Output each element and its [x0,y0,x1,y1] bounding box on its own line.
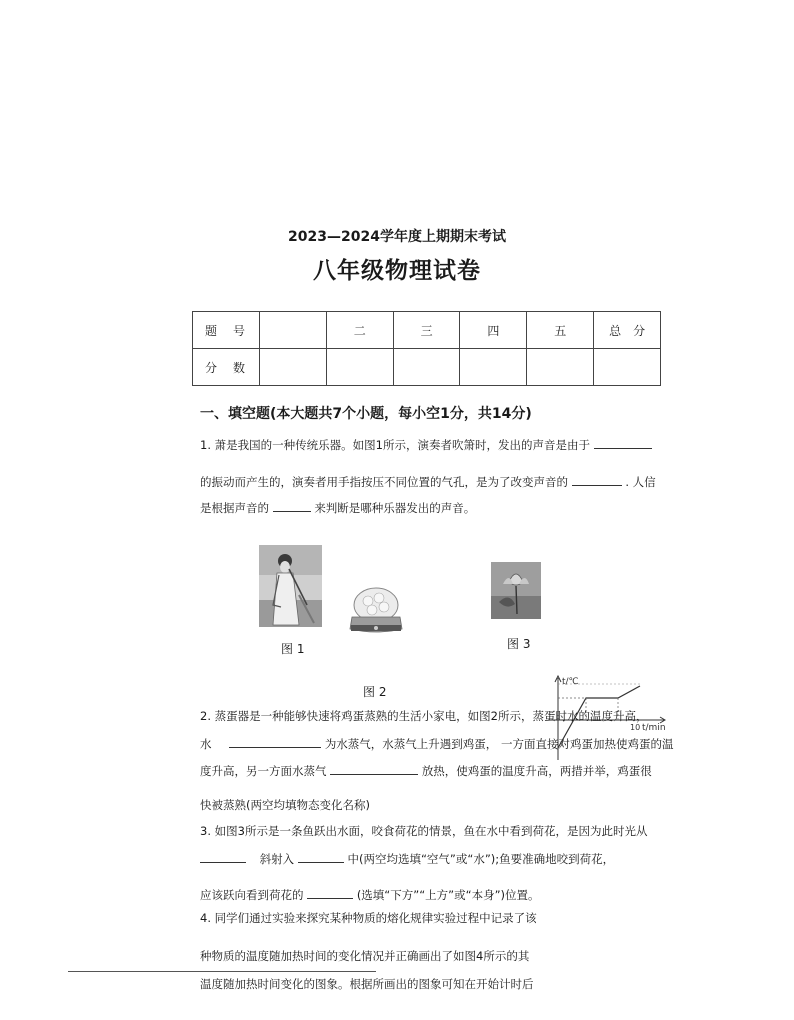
figure-3-caption: 图 3 [507,637,531,651]
score-table [192,311,661,386]
question-text: 4. 同学们通过实验来探究某种物质的熔化规律实验过程中记录了该 [200,911,537,925]
question-text: 中(两空均选填“空气”或“水”);鱼要准确地咬到荷花， [347,852,615,866]
table-cell [260,312,327,349]
question-line [200,499,475,516]
table-cell [260,349,327,386]
table-cell [326,349,393,386]
figure-2-image [346,585,406,641]
question-text: 度升高，另一方面水蒸气 [200,764,327,778]
table-cell: 题 号 [193,312,260,349]
question-text: 2. 蒸蛋器是一种能够快速将鸡蛋蒸熟的生活小家电，如图2所示，蒸蛋时水的温度升高， [200,709,648,723]
question-text: 为水蒸气，水蒸气上升遇到鸡蛋， 一方面直接对鸡蛋加热使鸡蛋的温 [324,737,674,751]
question-text: 水 [200,737,212,751]
question-line [200,762,652,779]
question-line [200,708,647,724]
question-line [200,735,673,752]
question-line [200,886,540,903]
table-cell [460,349,527,386]
question-text: 是根据声音的 [200,501,269,515]
question-line [200,910,537,926]
answer-blank[interactable] [273,499,311,512]
section-heading: 一、填空题(本大题共7个小题，每小空1分，共14分) [200,406,532,422]
table-cell: 二 [326,312,393,349]
question-line [200,850,614,867]
answer-blank[interactable] [572,473,622,486]
table-row [193,312,661,349]
question-text: 快被蒸熟(两空均填物态变化名称) [200,798,370,812]
table-cell [393,349,460,386]
table-cell: 分 数 [193,349,260,386]
figure-1-image [259,545,322,627]
table-row [193,349,661,386]
table-cell: 五 [527,312,594,349]
graph-tick-label: 10 [630,723,641,732]
question-text: 的振动而产生的，演奏者用手指按压不同位置的气孔，是为了改变声音的 [200,475,568,489]
question-text: (选填“下方”“上方”或“本身”)位置。 [356,888,540,902]
answer-blank[interactable] [200,850,246,863]
table-cell: 总 分 [594,312,661,349]
question-line [200,976,534,992]
table-cell: 四 [460,312,527,349]
graph-y-label: t/℃ [562,677,579,687]
question-text: 放热，使鸡蛋的温度升高，两措并举，鸡蛋很 [421,764,652,778]
table-cell: 三 [393,312,460,349]
question-text: 斜射入 [259,852,295,866]
table-cell [527,349,594,386]
question-text: 来判断是哪种乐器发出的声音。 [314,501,476,515]
answer-blank[interactable] [330,762,418,775]
answer-blank[interactable] [229,735,321,748]
answer-blank[interactable] [594,436,652,449]
figure-3-image [491,562,541,619]
question-text: 应该跃向看到荷花的 [200,888,304,902]
table-cell [594,349,661,386]
exam-subtitle: 2023—2024学年度上期期末考试 [288,229,506,245]
question-text: 3. 如图3所示是一条鱼跃出水面，咬食荷花的情景，鱼在水中看到荷花，是因为此时光从 [200,824,648,838]
question-text: . 人信 [625,475,656,489]
question-text: 1. 萧是我国的一种传统乐器。如图1所示，演奏者吹箫时，发出的声音是由于 [200,438,590,452]
footer-divider [68,971,376,972]
question-line [200,797,370,813]
figure-1-caption: 图 1 [281,642,305,656]
question-line [200,948,529,964]
question-line [200,473,656,490]
answer-blank[interactable] [298,850,344,863]
graph-x-label: t/min [642,723,666,733]
question-text: 温度随加热时间变化的图象。根据所画出的图象可知在开始计时后 [200,977,534,991]
question-line [200,823,647,839]
answer-blank[interactable] [307,886,353,899]
figure-2-caption: 图 2 [363,685,387,699]
question-text: 种物质的温度随加热时间的变化情况并正确画出了如图4所示的其 [200,949,530,963]
exam-title: 八年级物理试卷 [313,258,481,284]
question-line [200,436,652,453]
